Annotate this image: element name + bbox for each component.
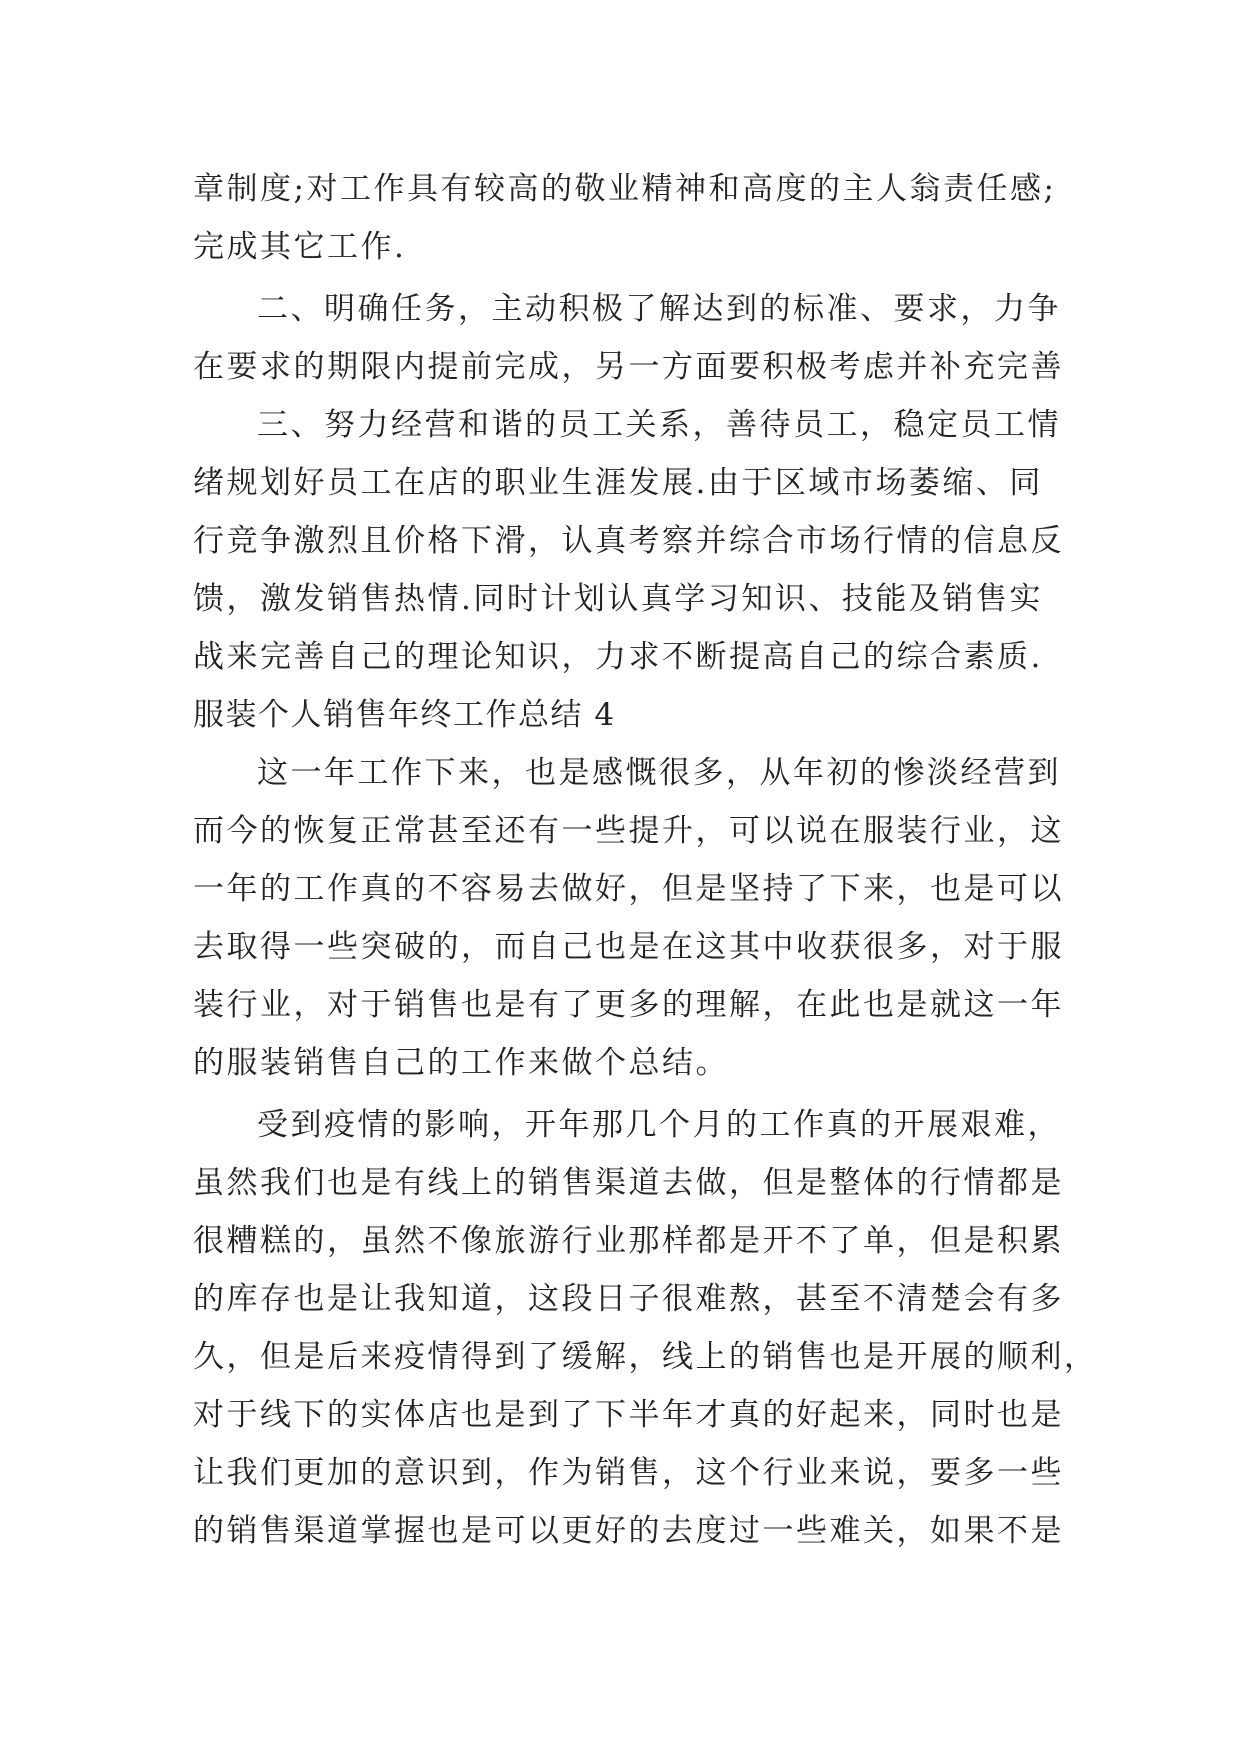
paragraph-line: 的库存也是让我知道，这段日子很难熬，甚至不清楚会有多 (193, 1281, 1064, 1317)
paragraph-line: 很糟糕的，虽然不像旅游行业那样都是开不了单，但是积累 (193, 1223, 1064, 1259)
paragraph-line: 完成其它工作. (193, 229, 407, 265)
paragraph-line: 馈，激发销售热情.同时计划认真学习知识、技能及销售实 (193, 581, 1043, 617)
paragraph-line: 二、明确任务，主动积极了解达到的标准、要求，力争 (257, 291, 1061, 327)
paragraph-line: 一年的工作真的不容易去做好，但是坚持了下来，也是可以 (193, 871, 1064, 907)
paragraph-line: 绪规划好员工在店的职业生涯发展.由于区域市场萎缩、同 (193, 465, 1043, 501)
paragraph-line: 去取得一些突破的，而自己也是在这其中收获很多，对于服 (193, 929, 1064, 965)
paragraph-line: 章制度;对工作具有较高的敬业精神和高度的主人翁责任感; (193, 171, 1057, 207)
paragraph-line: 这一年工作下来，也是感慨很多，从年初的惨淡经营到 (257, 755, 1061, 791)
paragraph-line: 虽然我们也是有线上的销售渠道去做，但是整体的行情都是 (193, 1165, 1064, 1201)
section-heading: 服装个人销售年终工作总结 4 (193, 697, 616, 733)
paragraph-line: 让我们更加的意识到，作为销售，这个行业来说，要多一些 (193, 1455, 1064, 1491)
paragraph-line: 对于线下的实体店也是到了下半年才真的好起来，同时也是 (193, 1397, 1064, 1433)
paragraph-line: 受到疫情的影响，开年那几个月的工作真的开展艰难， (257, 1107, 1061, 1143)
paragraph-line: 的销售渠道掌握也是可以更好的去度过一些难关，如果不是 (193, 1513, 1064, 1549)
paragraph-line: 行竞争激烈且价格下滑，认真考察并综合市场行情的信息反 (193, 523, 1064, 559)
paragraph-line: 装行业，对于销售也是有了更多的理解，在此也是就这一年 (193, 987, 1064, 1023)
paragraph-line: 久，但是后来疫情得到了缓解，线上的销售也是开展的顺利， (193, 1339, 1098, 1375)
paragraph-line: 在要求的期限内提前完成，另一方面要积极考虑并补充完善 (193, 349, 1064, 385)
paragraph-line: 的服装销售自己的工作来做个总结。 (193, 1045, 729, 1081)
document-body (193, 160, 1098, 1560)
paragraph-line: 三、努力经营和谐的员工关系，善待员工，稳定员工情 (257, 407, 1061, 443)
paragraph-line: 而今的恢复正常甚至还有一些提升，可以说在服装行业，这 (193, 813, 1064, 849)
paragraph-line: 战来完善自己的理论知识，力求不断提高自己的综合素质. (193, 639, 1043, 675)
